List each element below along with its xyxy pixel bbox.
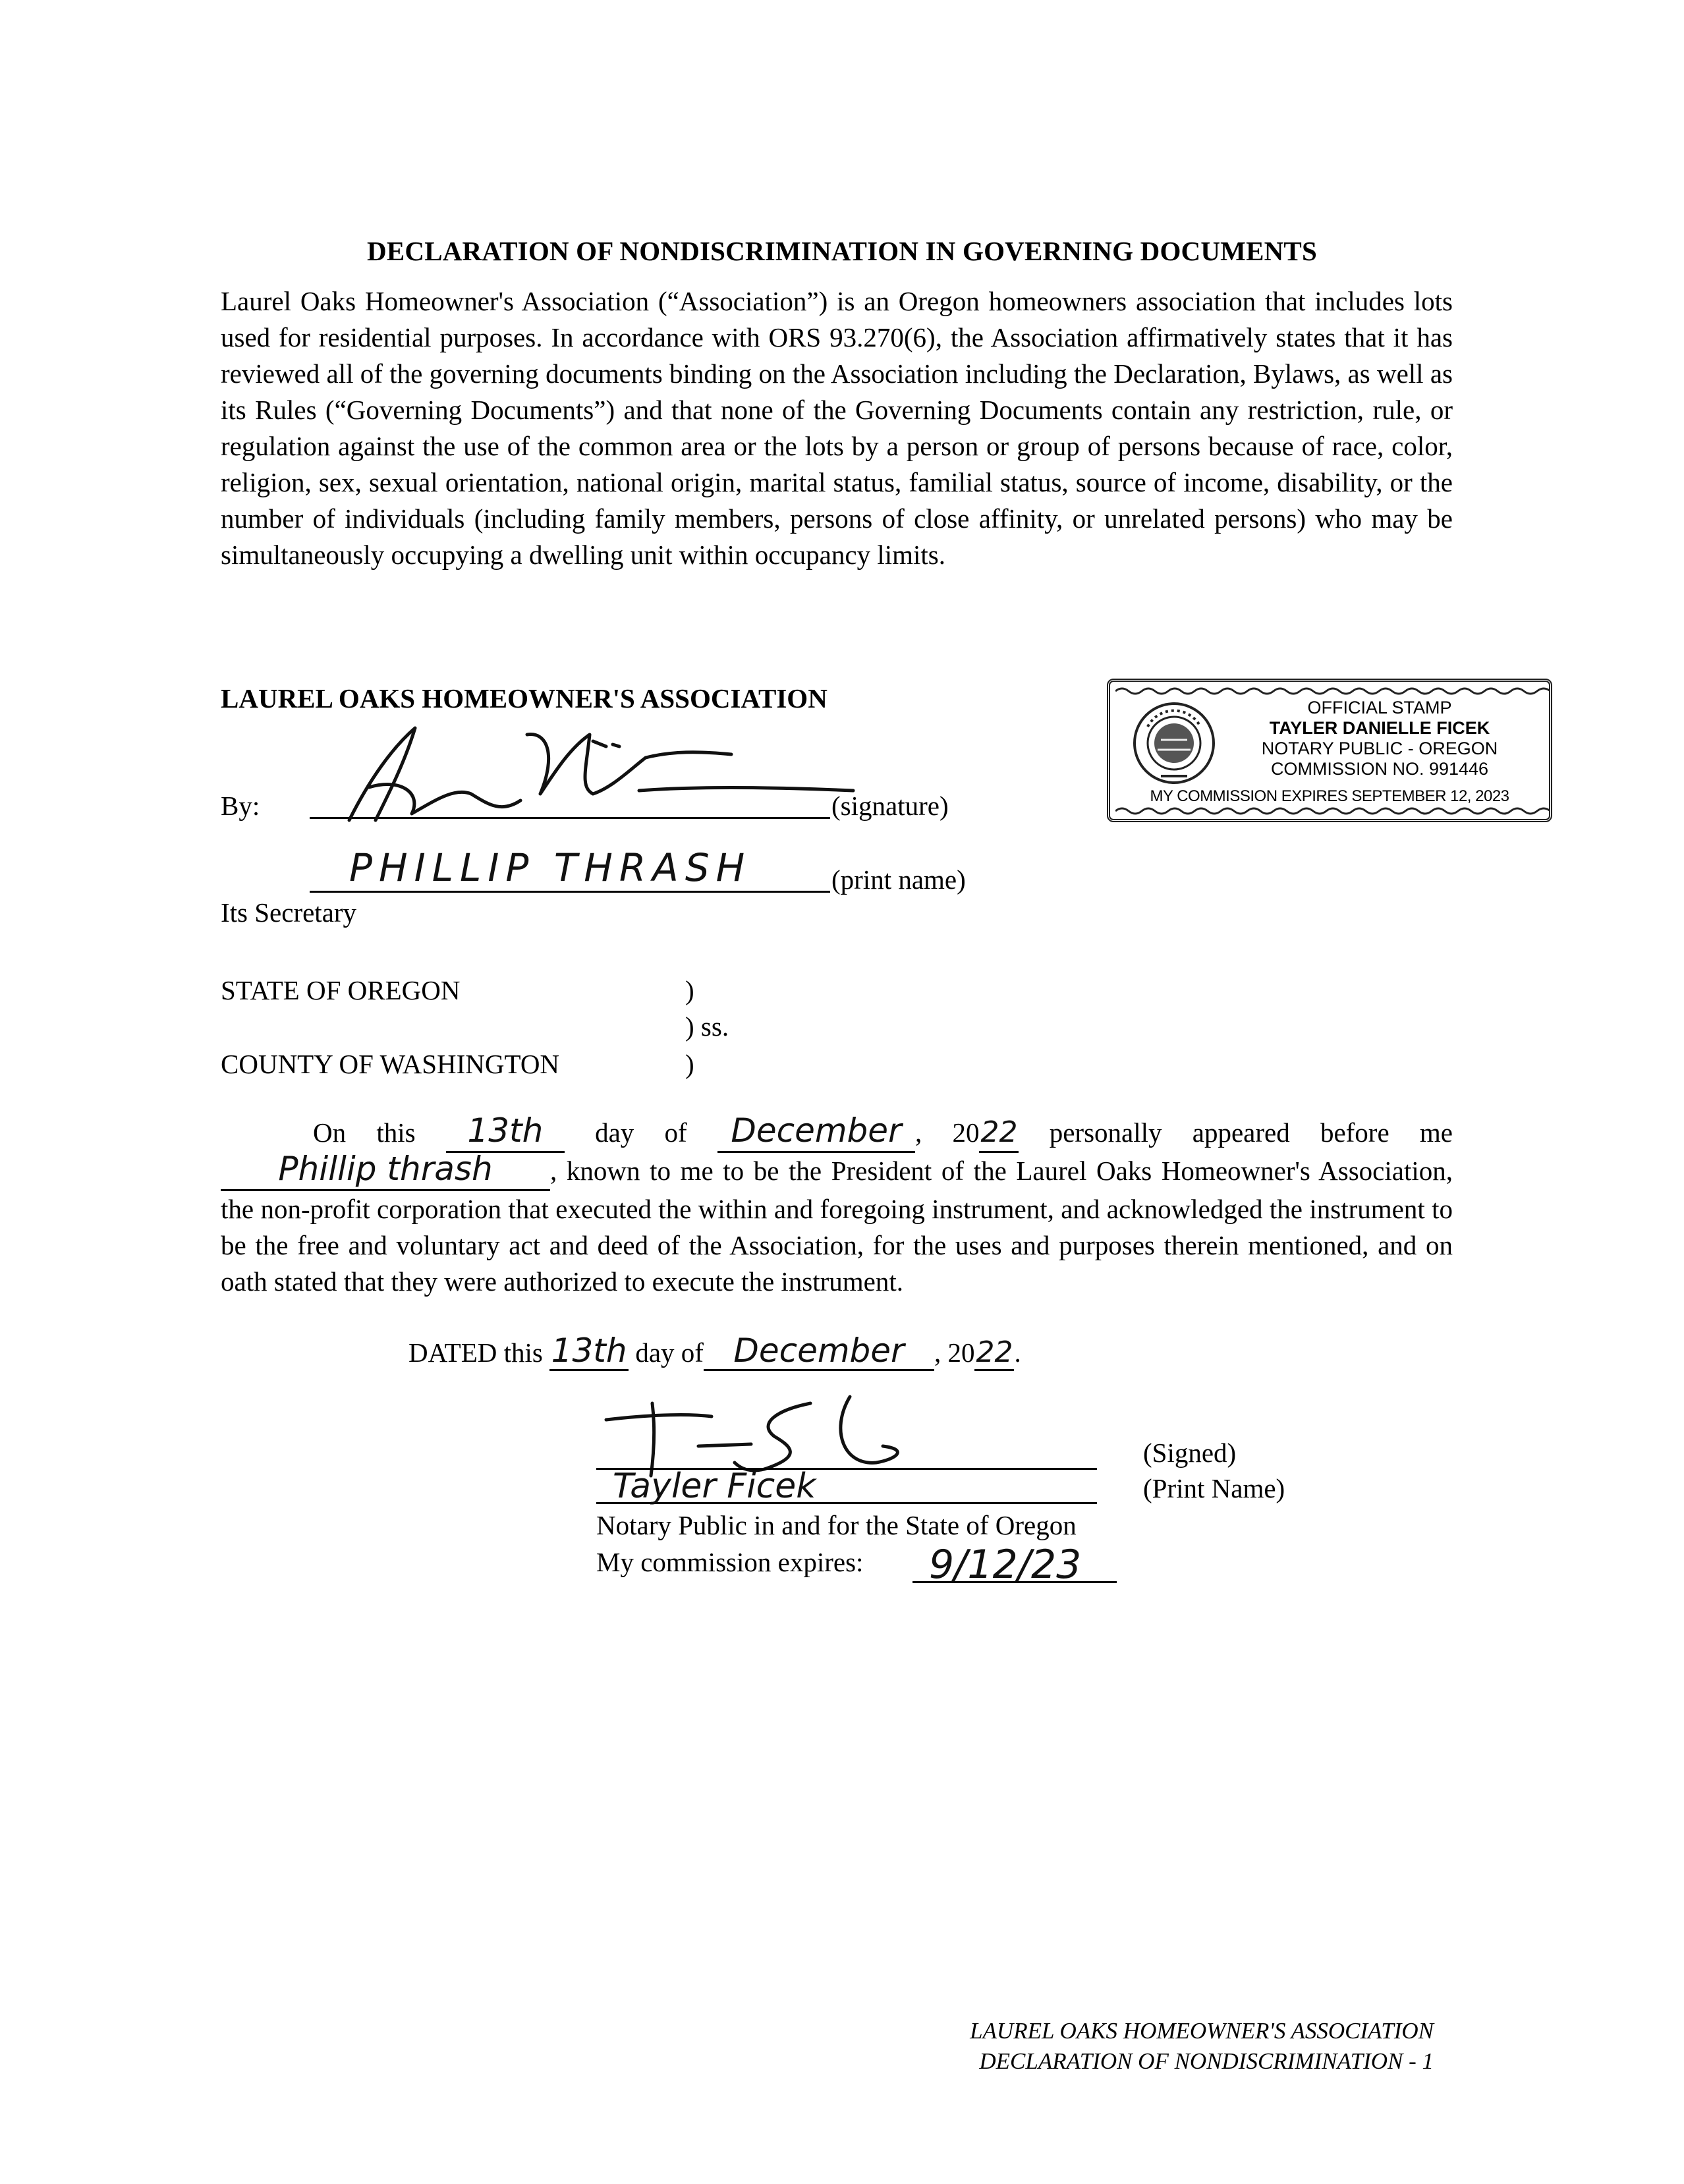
footer-line-2: DECLARATION OF NONDISCRIMINATION - 1 xyxy=(979,2048,1434,2074)
ack-day-handwritten: 13th xyxy=(467,1111,544,1150)
ack-year-handwritten: 22 xyxy=(980,1115,1018,1149)
secretary-printed-name: PHILLIP THRASH xyxy=(349,845,752,890)
print-name-caption: (print name) xyxy=(831,864,966,895)
ack-day-blank xyxy=(446,1111,565,1153)
commission-date-handwritten: 9/12/23 xyxy=(929,1542,1082,1588)
by-label: By: xyxy=(221,791,260,821)
declaration-text: Laurel Oaks Homeowner's Association (“Association”) is an Oregon homeowners association that includes lots used for residential purposes. In accordance with ORS 93.270(6), the Association affirmatively states that it has reviewed all of the governing documents binding on the Association including the Declaration, Bylaws, as well as its Rules (“Governing Documents”) and that none of the Governing Documents contain any restriction, rule, or regulation against the use of the common area or the lots by a person or group of persons because of race, color, religion, sex, sexual orientation, national origin, marital status, familial status, source of income, disability, or the number of individuals (including family members, persons of close affinity, or unrelated persons) who may be simultaneously occupying a dwelling unit within occupancy limits. xyxy=(221,286,1453,570)
dated-day-blank xyxy=(549,1331,629,1371)
stamp-expiration: MY COMMISSION EXPIRES SEPTEMBER 12, 2023 xyxy=(1150,787,1509,805)
declaration-paragraph xyxy=(221,283,1453,573)
ack-appeared: personally appeared before me xyxy=(1049,1117,1453,1148)
notary-printed-name: Tayler Ficek xyxy=(613,1467,816,1506)
stamp-notary-name: TAYLER DANIELLE FICEK xyxy=(1269,718,1490,738)
page-footer xyxy=(970,2016,1434,2077)
dated-year-prefix: , 20 xyxy=(934,1337,975,1368)
association-heading: LAUREL OAKS HOMEOWNER'S ASSOCIATION xyxy=(221,683,828,714)
notary-stamp xyxy=(1107,679,1552,822)
ack-name-blank xyxy=(221,1150,550,1191)
dated-end: . xyxy=(1014,1337,1021,1368)
print-name-line xyxy=(310,891,830,893)
state-seal-icon xyxy=(1131,700,1217,786)
ack-name-handwritten: Phillip thrash xyxy=(278,1150,493,1188)
dated-month-handwritten: December xyxy=(733,1331,905,1370)
footer-line-1: LAUREL OAKS HOMEOWNER'S ASSOCIATION xyxy=(970,2018,1434,2044)
ack-month-handwritten: December xyxy=(731,1111,902,1150)
stamp-border-bottom xyxy=(1115,806,1550,816)
stamp-line-3: NOTARY PUBLIC - OREGON xyxy=(1261,739,1498,758)
acknowledgment-text xyxy=(221,1111,1453,1300)
ack-day-of: day of xyxy=(595,1117,687,1148)
dated-line xyxy=(408,1331,1021,1371)
dated-prefix: DATED this xyxy=(408,1337,543,1368)
venue-ss: ) ss. xyxy=(685,1011,729,1042)
venue-paren-top: ) xyxy=(685,975,694,1005)
document-title: DECLARATION OF NONDISCRIMINATION IN GOVERNING DOCUMENTS xyxy=(367,236,1317,266)
dated-month-blank xyxy=(704,1331,934,1371)
notary-print-caption: (Print Name) xyxy=(1143,1473,1285,1503)
stamp-line-1: OFFICIAL STAMP xyxy=(1307,698,1452,717)
venue-state: STATE OF OREGON xyxy=(221,975,461,1005)
stamp-text-block xyxy=(1222,698,1537,779)
signer-role: Its Secretary xyxy=(221,897,357,928)
ack-year-prefix: , 20 xyxy=(914,1117,980,1148)
notary-signed-caption: (Signed) xyxy=(1143,1438,1237,1468)
ack-on-this: On this xyxy=(313,1117,416,1148)
commission-expires-label: My commission expires: xyxy=(596,1547,864,1577)
notary-public-line: Notary Public in and for the State of Oregon xyxy=(596,1510,1077,1540)
stamp-commission-number: COMMISSION NO. 991446 xyxy=(1270,759,1489,779)
ack-year-blank xyxy=(979,1115,1019,1153)
ack-month-blank xyxy=(717,1111,915,1153)
ack-rest: , known to me to be the President of the Laurel Oaks Homeowner's Association, the non-profit corporation that executed the within and foregoing instrument, and acknowledged the instrument to be the free and voluntary act and deed of the Association, for the uses and purposes therein mentioned, and on oath stated that they were authorized to execute the instrument. xyxy=(221,1156,1453,1297)
acknowledgment-paragraph xyxy=(221,1111,1453,1300)
secretary-signature xyxy=(329,715,870,827)
signature-caption: (signature) xyxy=(831,791,949,821)
venue-paren-bottom: ) xyxy=(685,1049,694,1079)
stamp-border-top xyxy=(1115,686,1550,696)
dated-year-handwritten: 22 xyxy=(976,1335,1013,1369)
venue-county: COUNTY OF WASHINGTON xyxy=(221,1049,560,1079)
dated-day-of: day of xyxy=(635,1337,704,1368)
dated-year-blank xyxy=(974,1336,1014,1371)
dated-day-handwritten: 13th xyxy=(551,1331,627,1370)
